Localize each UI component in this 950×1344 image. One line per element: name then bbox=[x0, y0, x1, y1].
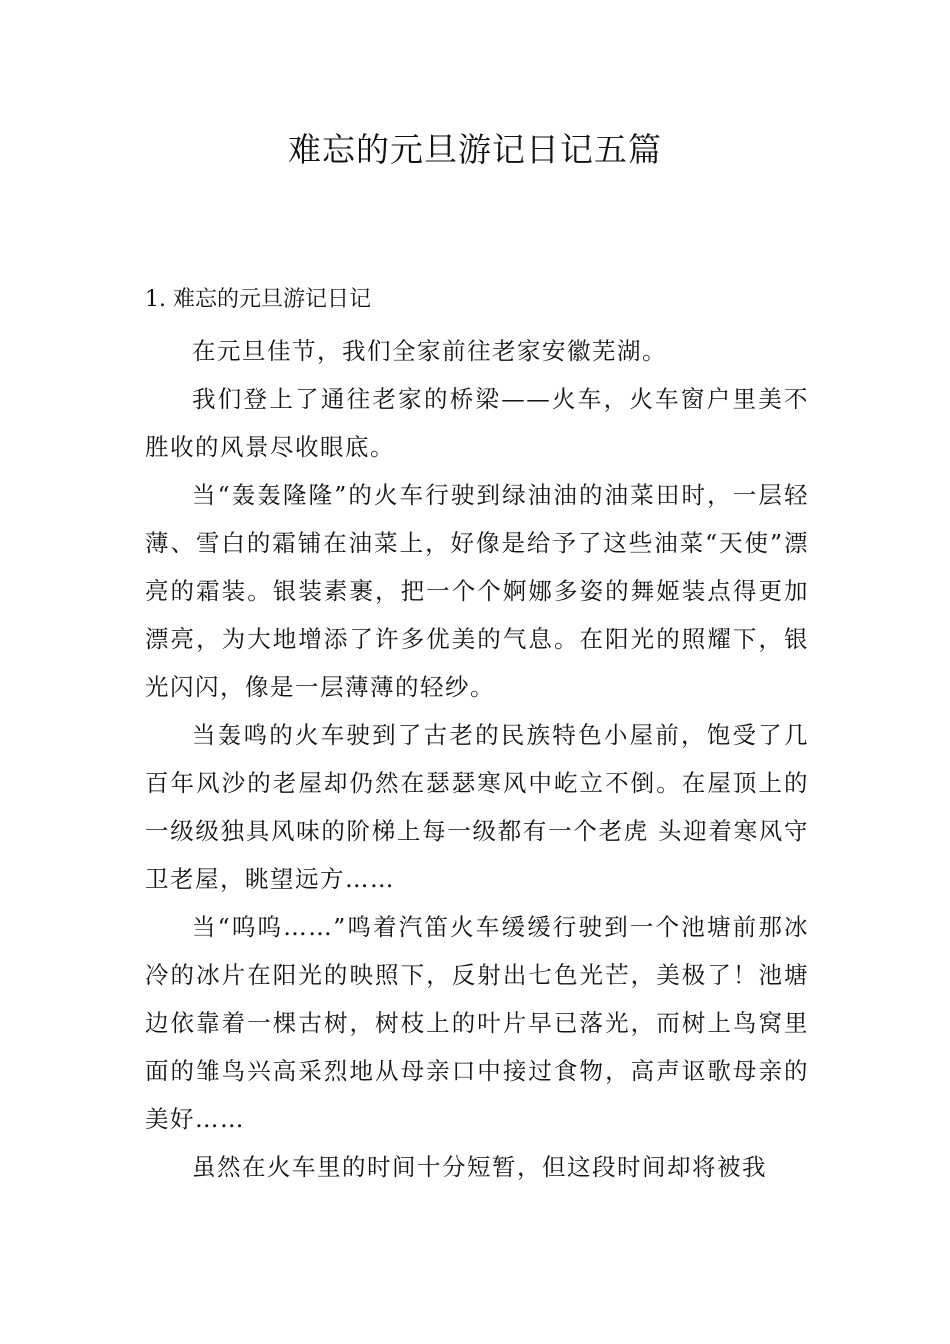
paragraph: 虽然在火车里的时间十分短暂，但这段时间却将被我 bbox=[192, 1153, 767, 1181]
paragraph: 当“轰轰隆隆”的火车行驶到绿油油的油菜田时，一层轻薄、雪白的霜铺在油菜上，好像是给予了这些油菜“天使”漂亮的霜装。银装素裹，把一个个婀娜多姿的舞姬装点得更加漂亮，为大地增添了许多优美的气息。在阳光的照耀下，银光闪闪，像是一层薄薄的轻纱。 bbox=[145, 481, 809, 701]
section-heading: 1. 难忘的元旦游记日记 bbox=[145, 287, 371, 312]
section-body bbox=[145, 327, 809, 1191]
document-title: 难忘的元旦游记日记五篇 bbox=[288, 130, 662, 169]
paragraph: 我们登上了通往老家的桥梁——火车，火车窗户里美不胜收的风景尽收眼底。 bbox=[145, 385, 809, 461]
paragraph: 在元旦佳节，我们全家前往老家安徽芜湖。 bbox=[192, 337, 667, 365]
paragraph: 当轰鸣的火车驶到了古老的民族特色小屋前，饱受了几百年风沙的老屋却仍然在瑟瑟寒风中屹立不倒。在屋顶上的一级级独具风味的阶梯上每一级都有一个老虎 头迎着寒风守卫老屋，眺望远方…… bbox=[145, 721, 809, 893]
paragraph: 当“呜呜……”鸣着汽笛火车缓缓行驶到一个池塘前那冰冷的冰片在阳光的映照下，反射出七色光芒，美极了！池塘边依靠着一棵古树，树枝上的叶片早已落光，而树上鸟窝里面的雏鸟兴高采烈地从母亲口中接过食物，高声讴歌母亲的美好…… bbox=[145, 913, 809, 1133]
